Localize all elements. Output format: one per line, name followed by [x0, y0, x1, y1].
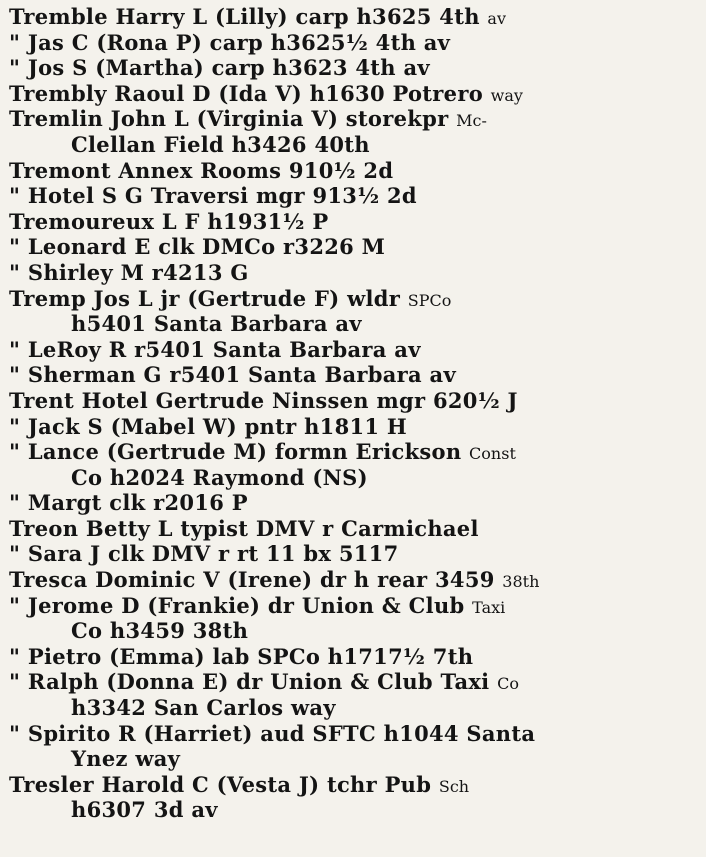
entry-text: " LeRoy R r5401 Santa Barbara av	[9, 336, 421, 362]
entry-text: Tresler Harold C (Vesta J) tchr Pub	[9, 771, 432, 797]
directory-entry	[9, 388, 700, 414]
directory-entry	[9, 55, 700, 81]
entry-text: Tresca Dominic V (Irene) dr h rear 3459	[9, 567, 495, 593]
directory-entry	[9, 209, 700, 235]
entry-tail-text: 38th	[502, 572, 540, 592]
entry-text: Treon Betty L typist DMV r Carmichael	[9, 515, 479, 541]
entry-text: Co h2024 Raymond (NS)	[71, 464, 368, 490]
directory-entry-continuation	[9, 797, 700, 823]
entry-text: Tremble Harry L (Lilly) carp h3625 4th	[9, 4, 480, 29]
entry-text: " Leonard E clk DMCo r3226 M	[9, 234, 386, 260]
entry-text: " Pietro (Emma) lab SPCo h1717½ 7th	[9, 643, 474, 669]
entry-text: " Sara J clk DMV r rt 11 bx 5117	[9, 541, 399, 567]
entry-text: Trembly Raoul D (Ida V) h1630 Potrero	[9, 80, 484, 106]
entry-text: " Jerome D (Frankie) dr Union & Club	[9, 592, 465, 618]
entry-text: Ynez way	[71, 746, 181, 772]
entry-text: " Margt clk r2016 P	[9, 490, 248, 516]
entry-text: " Spirito R (Harriet) aud SFTC h1044 Santa	[9, 720, 536, 746]
directory-entry	[9, 183, 700, 209]
entry-text: Tremoureux L F h1931½ P	[9, 208, 329, 234]
directory-entry	[9, 541, 700, 567]
directory-entry	[9, 81, 700, 107]
entry-tail-text: Const	[469, 444, 516, 464]
entry-text: " Lance (Gertrude M) formn Erickson	[9, 439, 462, 465]
directory-entry	[9, 4, 700, 30]
directory-entry-continuation	[9, 465, 700, 491]
directory-entry	[9, 30, 700, 56]
directory-listing	[9, 4, 700, 823]
entry-text: Trent Hotel Gertrude Ninssen mgr 620½ J	[9, 387, 518, 413]
entry-text: h6307 3d av	[71, 797, 218, 823]
directory-entry	[9, 721, 700, 747]
directory-entry-continuation	[9, 132, 700, 158]
directory-entry	[9, 234, 700, 260]
directory-entry-continuation	[9, 695, 700, 721]
directory-entry	[9, 286, 700, 312]
entry-tail-text: av	[487, 9, 506, 28]
directory-entry-continuation	[9, 746, 700, 772]
entry-text: " Sherman G r5401 Santa Barbara av	[9, 362, 456, 388]
directory-entry	[9, 593, 700, 619]
entry-text: Tremont Annex Rooms 910½ 2d	[9, 157, 394, 183]
entry-text: " Jack S (Mabel W) pntr h1811 H	[9, 413, 408, 439]
entry-text: " Ralph (Donna E) dr Union & Club Taxi	[9, 669, 490, 695]
directory-entry	[9, 260, 700, 286]
entry-text: " Hotel S G Traversi mgr 913½ 2d	[9, 183, 417, 209]
directory-entry	[9, 644, 700, 670]
entry-text: Clellan Field h3426 40th	[71, 131, 370, 157]
entry-tail-text: way	[490, 85, 523, 105]
directory-entry-continuation	[9, 311, 700, 337]
entry-tail-text: SPCo	[407, 290, 452, 310]
entry-tail-text: Co	[497, 674, 519, 694]
entry-tail-text: Taxi	[472, 597, 506, 617]
entry-text: h3342 San Carlos way	[71, 695, 336, 721]
directory-entry	[9, 772, 700, 798]
directory-entry	[9, 669, 700, 695]
entry-text: Tremp Jos L jr (Gertrude F) wldr	[9, 285, 401, 311]
directory-entry	[9, 362, 700, 388]
entry-text: Co h3459 38th	[71, 618, 249, 644]
entry-text: " Shirley M r4213 G	[9, 259, 249, 285]
directory-entry	[9, 439, 700, 465]
directory-entry	[9, 414, 700, 440]
directory-entry-continuation	[9, 618, 700, 644]
entry-text: h5401 Santa Barbara av	[71, 311, 362, 337]
directory-entry	[9, 516, 700, 542]
directory-entry	[9, 106, 700, 132]
entry-text: " Jos S (Martha) carp h3623 4th av	[9, 55, 430, 81]
directory-entry	[9, 490, 700, 516]
entry-tail-text: Mc-	[456, 111, 487, 131]
directory-entry	[9, 337, 700, 363]
entry-text: Tremlin John L (Virginia V) storekpr	[9, 106, 449, 132]
directory-entry	[9, 567, 700, 593]
entry-tail-text: Sch	[438, 776, 470, 796]
directory-entry	[9, 158, 700, 184]
entry-text: " Jas C (Rona P) carp h3625½ 4th av	[9, 29, 451, 55]
